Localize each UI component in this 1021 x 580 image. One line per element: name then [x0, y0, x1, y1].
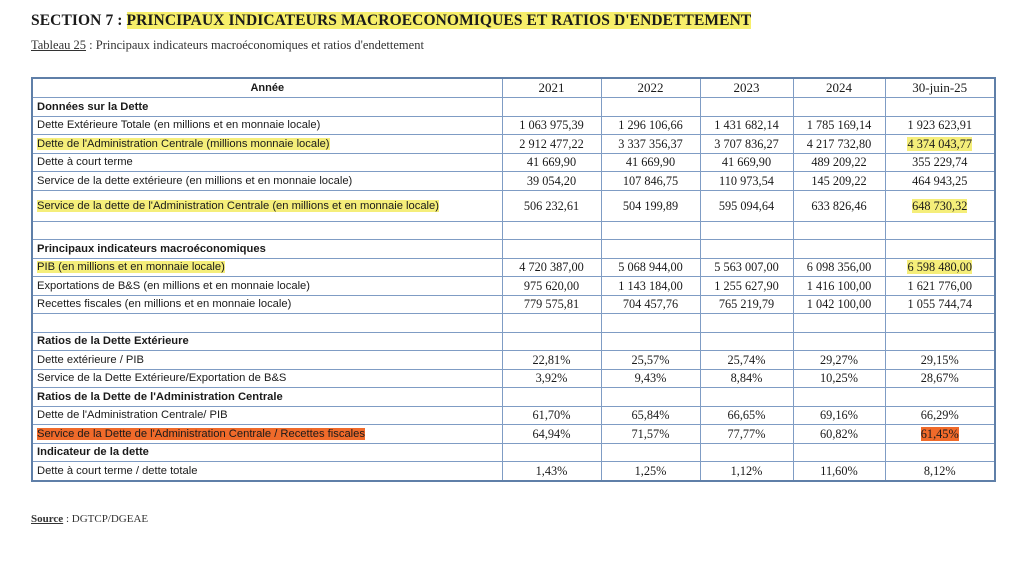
table-cell: [502, 98, 601, 117]
table-cell: [601, 221, 700, 240]
table-cell: [700, 240, 793, 259]
table-cell: 66,29%: [885, 406, 995, 425]
table-cell: [700, 221, 793, 240]
table-cell: 1 416 100,00: [793, 277, 885, 296]
table-cell: 595 094,64: [700, 190, 793, 221]
table-row: [32, 369, 995, 388]
table-cell: [885, 443, 995, 462]
table-cell: [700, 443, 793, 462]
table-cell: [793, 221, 885, 240]
table-cell: 29,15%: [885, 351, 995, 370]
table-cell: 504 199,89: [601, 190, 700, 221]
table-cell: 4 720 387,00: [502, 258, 601, 277]
table-cell: [700, 388, 793, 407]
table-cell: 1,25%: [601, 462, 700, 481]
table-cell: 1,12%: [700, 462, 793, 481]
table-cell: 69,16%: [793, 406, 885, 425]
row-label: [32, 221, 502, 240]
table-cell: 8,84%: [700, 369, 793, 388]
source-text: : DGTCP/DGEAE: [65, 513, 149, 525]
table-cell: [601, 388, 700, 407]
table-cell: [793, 388, 885, 407]
table-caption-text: : Principaux indicateurs macroéconomiques et ratios d'endettement: [89, 38, 424, 52]
table-row: [32, 406, 995, 425]
table-cell: [601, 314, 700, 333]
table-cell: 10,25%: [793, 369, 885, 388]
table-row: [32, 153, 995, 172]
highlighted-row-label: Service de la Dette de l'Administration Centrale / Recettes fiscales: [37, 427, 365, 440]
category-label: Ratios de la Dette Extérieure: [32, 332, 502, 351]
table-cell: 39 054,20: [502, 172, 601, 191]
table-cell: 633 826,46: [793, 190, 885, 221]
table-row: [32, 277, 995, 296]
table-cell: 4 217 732,80: [793, 135, 885, 154]
table-cell: [502, 240, 601, 259]
table-cell: 1 055 744,74: [885, 295, 995, 314]
highlighted-cell: 4 374 043,77: [907, 136, 973, 151]
table-cell: 1 143 184,00: [601, 277, 700, 296]
row-label: [32, 314, 502, 333]
table-cell: 489 209,22: [793, 153, 885, 172]
row-label: Dette extérieure / PIB: [32, 351, 502, 370]
table-cell: 77,77%: [700, 425, 793, 444]
table-row: [32, 351, 995, 370]
table-cell: 1 042 100,00: [793, 295, 885, 314]
category-label: Données sur la Dette: [32, 98, 502, 117]
table-row: [32, 240, 995, 259]
table-cell: 110 973,54: [700, 172, 793, 191]
column-header-2023: 2023: [700, 78, 793, 98]
table-cell: [793, 443, 885, 462]
column-header-annee: Année: [32, 78, 502, 98]
table-cell: 6 098 356,00: [793, 258, 885, 277]
table-cell: 25,74%: [700, 351, 793, 370]
table-cell: [700, 314, 793, 333]
table-cell: 25,57%: [601, 351, 700, 370]
table-cell: 506 232,61: [502, 190, 601, 221]
table-cell: 1,43%: [502, 462, 601, 481]
table-row: [32, 295, 995, 314]
table-cell: 2 912 477,22: [502, 135, 601, 154]
table-header-row: [32, 78, 995, 98]
table-cell: 60,82%: [793, 425, 885, 444]
table-cell: 975 620,00: [502, 277, 601, 296]
table-cell: 5 068 944,00: [601, 258, 700, 277]
column-header-2021: 2021: [502, 78, 601, 98]
table-cell: [885, 190, 995, 221]
table-cell: 704 457,76: [601, 295, 700, 314]
table-row: [32, 190, 995, 221]
table-cell: 765 219,79: [700, 295, 793, 314]
table-cell: 779 575,81: [502, 295, 601, 314]
table-cell: [793, 314, 885, 333]
row-label: Recettes fiscales (en millions et en monnaie locale): [32, 295, 502, 314]
highlighted-row-label: Dette de l'Administration Centrale (millions monnaie locale): [37, 137, 330, 150]
column-header-2024: 2024: [793, 78, 885, 98]
highlighted-cell: 6 598 480,00: [907, 260, 973, 275]
table-cell: 3,92%: [502, 369, 601, 388]
table-cell: 1 063 975,39: [502, 116, 601, 135]
table-cell: [502, 443, 601, 462]
table-cell: 41 669,90: [502, 153, 601, 172]
highlighted-cell: 648 730,32: [912, 198, 968, 213]
table-cell: [601, 240, 700, 259]
table-row: [32, 116, 995, 135]
table-cell: [502, 388, 601, 407]
table-cell: [793, 240, 885, 259]
table-row: [32, 443, 995, 462]
table-cell: 61,70%: [502, 406, 601, 425]
category-label: Principaux indicateurs macroéconomiques: [32, 240, 502, 259]
source-label: Source: [31, 513, 64, 525]
table-cell: [601, 332, 700, 351]
table-cell: 107 846,75: [601, 172, 700, 191]
table-cell: [700, 332, 793, 351]
table-row: [32, 135, 995, 154]
table-row: [32, 332, 995, 351]
row-label: [32, 135, 502, 154]
table-cell: 1 431 682,14: [700, 116, 793, 135]
section-prefix: SECTION 7 :: [31, 12, 123, 29]
table-row: [32, 462, 995, 481]
row-label: Service de la dette extérieure (en millions et en monnaie locale): [32, 172, 502, 191]
table-cell: [793, 98, 885, 117]
table-cell: 41 669,90: [700, 153, 793, 172]
table-cell: [601, 443, 700, 462]
table-cell: [601, 98, 700, 117]
table-cell: [885, 332, 995, 351]
section-heading: PRINCIPAUX INDICATEURS MACROECONOMIQUES ET RATIOS D'ENDETTEMENT: [126, 12, 752, 29]
table-cell: [885, 425, 995, 444]
table-cell: [885, 314, 995, 333]
highlighted-row-label: Service de la dette de l'Administration Centrale (en millions et en monnaie locale): [37, 199, 439, 212]
table-cell: [885, 98, 995, 117]
table-cell: [700, 98, 793, 117]
table-row: [32, 98, 995, 117]
table-cell: 11,60%: [793, 462, 885, 481]
table-caption-label: Tableau 25: [31, 38, 87, 52]
highlighted-row-label: PIB (en millions et en monnaie locale): [37, 261, 225, 274]
table-cell: 9,43%: [601, 369, 700, 388]
table-row: [32, 258, 995, 277]
table-cell: [885, 240, 995, 259]
column-header-2022: 2022: [601, 78, 700, 98]
table-cell: [885, 388, 995, 407]
table-row: [32, 172, 995, 191]
row-label: Dette à court terme / dette totale: [32, 462, 502, 481]
table-cell: 1 923 623,91: [885, 116, 995, 135]
table-cell: 71,57%: [601, 425, 700, 444]
table-caption: [31, 38, 424, 53]
row-label: Exportations de B&S (en millions et en monnaie locale): [32, 277, 502, 296]
table-cell: 464 943,25: [885, 172, 995, 191]
table-cell: 64,94%: [502, 425, 601, 444]
table-cell: 29,27%: [793, 351, 885, 370]
column-header-30-juin-25: 30-juin-25: [885, 78, 995, 98]
table-cell: [885, 258, 995, 277]
table-cell: 3 707 836,27: [700, 135, 793, 154]
source-note: [31, 513, 148, 525]
category-label: Ratios de la Dette de l'Administration Centrale: [32, 388, 502, 407]
row-label: [32, 425, 502, 444]
table-row: [32, 425, 995, 444]
row-label: Dette Extérieure Totale (en millions et en monnaie locale): [32, 116, 502, 135]
table-cell: [885, 135, 995, 154]
row-label: Dette à court terme: [32, 153, 502, 172]
table-cell: 355 229,74: [885, 153, 995, 172]
row-label: [32, 258, 502, 277]
section-title: [31, 12, 751, 30]
table-cell: [885, 221, 995, 240]
row-label: [32, 190, 502, 221]
table-cell: 1 296 106,66: [601, 116, 700, 135]
table-cell: 1 621 776,00: [885, 277, 995, 296]
table-cell: 8,12%: [885, 462, 995, 481]
row-label: Service de la Dette Extérieure/Exportation de B&S: [32, 369, 502, 388]
table-cell: 145 209,22: [793, 172, 885, 191]
table-row: [32, 314, 995, 333]
table-row: [32, 388, 995, 407]
highlighted-cell: 61,45%: [920, 426, 959, 441]
table-cell: [502, 314, 601, 333]
category-label: Indicateur de la dette: [32, 443, 502, 462]
table-cell: 28,67%: [885, 369, 995, 388]
table-cell: 66,65%: [700, 406, 793, 425]
indicators-table: [31, 77, 996, 482]
table-cell: 65,84%: [601, 406, 700, 425]
table-cell: [502, 332, 601, 351]
row-label: Dette de l'Administration Centrale/ PIB: [32, 406, 502, 425]
table-row: [32, 221, 995, 240]
table-cell: 5 563 007,00: [700, 258, 793, 277]
table-cell: 3 337 356,37: [601, 135, 700, 154]
table-cell: 41 669,90: [601, 153, 700, 172]
table-cell: 1 255 627,90: [700, 277, 793, 296]
table-cell: 1 785 169,14: [793, 116, 885, 135]
table-cell: [502, 221, 601, 240]
table-cell: 22,81%: [502, 351, 601, 370]
table-cell: [793, 332, 885, 351]
